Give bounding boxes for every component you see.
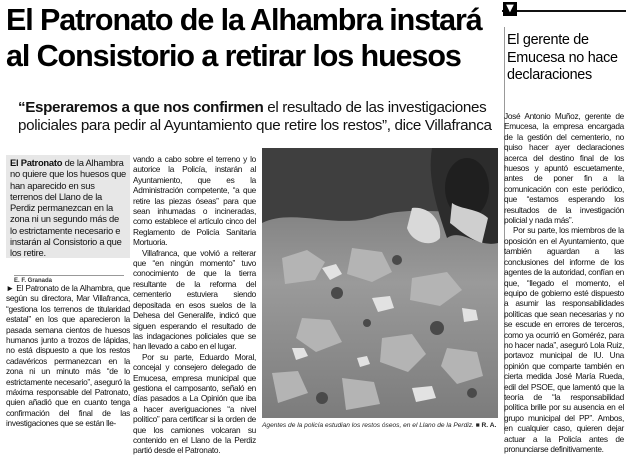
byline: E. F. Granada: [14, 275, 124, 284]
headline-line-2: al Consistorio a retirar los huesos: [6, 39, 461, 73]
headline: [6, 2, 496, 74]
deck-quote: “Esperaremos a que nos confirmen: [18, 99, 264, 116]
deck-rest: el resultado de las investigaciones policiales para pedir al Ayuntamiento que retire los restos”, dice Villafranca: [18, 99, 492, 134]
body-paragraph: ► El Patronato de la Alhambra, que según su directora, Mar Villafranca, “gestiona los terrenos de titularidad estatal” en los que aparecieron la pasada semana cientos de huesos humanos junto a trozos de lápidas, no está dispuesto a que los restos cadavéricos permanezcan en la zona ni un minuto más “de lo estrictamente necesario”, aseguró la máxima responsable del Patronato, quien añadió que en cuanto tenga confirmación del final de las investigaciones que se están lle-: [6, 283, 130, 429]
photo-caption: [262, 418, 498, 434]
sidebar-body: [504, 111, 624, 454]
sidebar-paragraph: Por su parte, los miembros de la oposición en el Ayuntamiento, que también aguardan a las conclusiones del informe de los agentes de la autoridad, confían en que, “llegado el momento, el equipo de gobierno esté dispuesto a asumir las responsabilidades políticas que sean necesarias y no se escude en errores de terceros, como ya ocurrió en Goméréz, para no hacer nada”, aseguró Lola Ruiz, portavoz municipal de IU. Una opinión que comparte también en cierta medida José María Rueda, edil del PSOE, que lamentó que la teoría de “la responsabilidad política brille por su ausencia en el grupo municipal del PP”. Ambos, en cualquier caso, quieren dejar actuar a la Policía antes de pronunciarse definitivamente.: [504, 225, 624, 454]
sidebar-top-rule: [502, 10, 626, 12]
body-column-2: [133, 154, 256, 456]
body-paragraph: Por su parte, Eduardo Moral, concejal y consejero delegado de Emucesa, empresa municipal que gestiona el camposanto, señaló en días pasados a La Opinión que iba a hacer averiguaciones “a nivel político” para certificar si la orden de que los camiones volcaran su contenido en el Llano de la Perdiz partió desde el Patronato.: [133, 351, 256, 456]
rubble-photo-illustration: [262, 148, 498, 418]
sidebar-paragraph: José Antonio Muñoz, gerente de Emucesa, la empresa encargada de la gestión del cementerio, no quiso hacer ayer declaraciones acerca del destino final de los huesos y apuntó escuetamente, antes de poner fin a la comunicación con este periódico, que “estamos esperando los resultados de la investigación policial y nada más”.: [504, 111, 624, 226]
headline-line-1: El Patronato de la Alhambra instará: [6, 3, 482, 37]
deck-subheadline: [18, 99, 496, 135]
sidebar-heading: El gerente de Emucesa no hace declaraciones: [507, 32, 618, 83]
lead-bold: El Patronato: [10, 157, 63, 168]
arrow-down-icon: ▼: [503, 2, 517, 16]
photo-caption-text: Agentes de la policía estudian los restos óseos, en el Llano de la Perdiz.: [262, 422, 474, 429]
body-paragraph: Villafranca, que volvió a reiterar que “en ningún momento” tuvo conocimiento de que la tierra resultante de la reforma del cementerio estuviera siendo depositada en esos suelos de la Dehesa del Generalife, indicó que siguen esperando el resultado de las indagaciones policiales que se han llevado a cabo en el lugar.: [133, 247, 256, 352]
news-photo: [262, 148, 498, 418]
lead-paragraph: [6, 155, 130, 258]
photo-credit: ■ R. A.: [475, 422, 497, 429]
lead-text: de la Alhambra no quiere que los huesos que han aparecido en sus terrenos del Llano de la Perdiz permanezcan en la zona ni un segundo más de lo estrictamente necesario e instarán al Consistorio a que los retire.: [10, 157, 127, 259]
body-paragraph: vando a cabo sobre el terreno y lo autorice la Policía, instarán al Ayuntamiento, que es la Administración competente, “a que retire las piezas óseas” para que sean inhumadas o incineradas, como establece el artículo cinco del Reglamento de Policía Sanitaria Mortuoria.: [133, 154, 256, 248]
body-column-1: [6, 283, 130, 434]
